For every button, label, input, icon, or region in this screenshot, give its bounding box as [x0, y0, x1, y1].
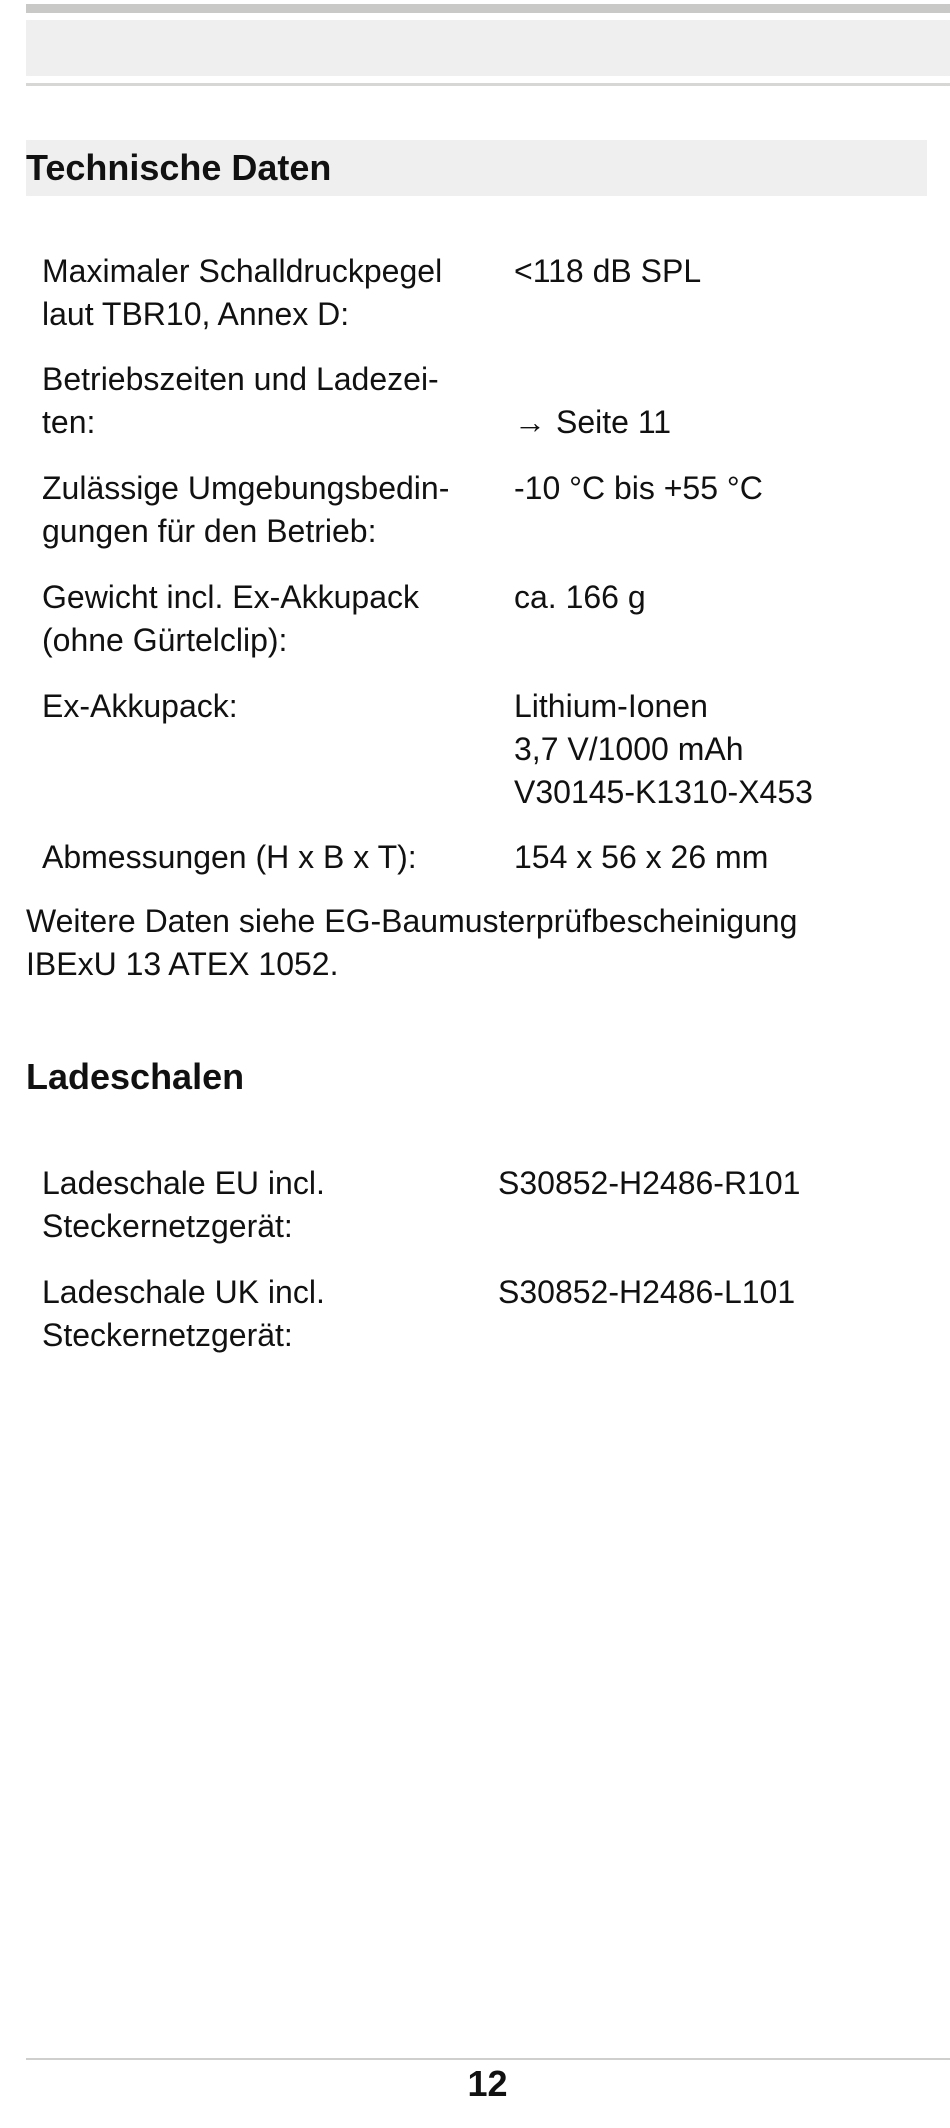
header-divider: [26, 83, 950, 86]
top-rule: [26, 4, 950, 13]
spec-row-ambient-conditions: [42, 467, 763, 553]
page-number: 12: [467, 2063, 508, 2104]
spec-value: Seite 11: [556, 404, 672, 440]
spec-label: Gewicht incl. Ex-Akkupack (ohne Gürtelclip):: [42, 579, 420, 658]
certificate-note: Weitere Daten siehe EG-Baumusterprüfbescheinigung IBExU 13 ATEX 1052.: [26, 903, 798, 982]
spec-label: Ex-Akkupack:: [42, 688, 238, 724]
arrow-right-icon: →: [514, 404, 546, 440]
spec-row-dimensions: [42, 836, 768, 879]
spec-value: -10 °C bis +55 °C: [514, 470, 763, 506]
spec-value: 154 x 56 x 26 mm: [514, 839, 769, 875]
spec-row-operating-times: [42, 358, 671, 444]
cradle-part-number: S30852-H2486-L101: [498, 1274, 796, 1310]
cradle-part-number: S30852-H2486-R101: [498, 1165, 801, 1201]
section-title-technische-daten: Technische Daten: [26, 140, 927, 196]
header-band: [26, 20, 950, 76]
cradle-label: Ladeschale UK incl. Steckernetzgerät:: [42, 1274, 325, 1353]
spec-value: ca. 166 g: [514, 579, 646, 615]
cradle-row-eu: [42, 1162, 800, 1248]
spec-row-weight: [42, 576, 646, 662]
spec-label: Zulässige Umgebungsbedin- gungen für den Betrieb:: [42, 470, 450, 549]
spec-value-link[interactable]: [514, 358, 671, 444]
spec-row-battery-pack: [42, 685, 813, 814]
spec-value: Lithium-Ionen 3,7 V/1000 mAh V30145-K1310-X453: [514, 688, 813, 810]
spec-label: Maximaler Schalldruckpegel laut TBR10, Annex D:: [42, 253, 443, 332]
spec-label: Betriebszeiten und Ladezei- ten:: [42, 361, 439, 440]
spec-value: <118 dB SPL: [514, 253, 702, 289]
cradle-row-uk: [42, 1271, 795, 1357]
spec-label: Abmessungen (H x B x T):: [42, 839, 417, 875]
section-title-ladeschalen: Ladeschalen: [26, 1056, 245, 1097]
cradle-label: Ladeschale EU incl. Steckernetzgerät:: [42, 1165, 325, 1244]
spec-row-sound-pressure: [42, 250, 701, 336]
footer-divider: [26, 2058, 950, 2060]
